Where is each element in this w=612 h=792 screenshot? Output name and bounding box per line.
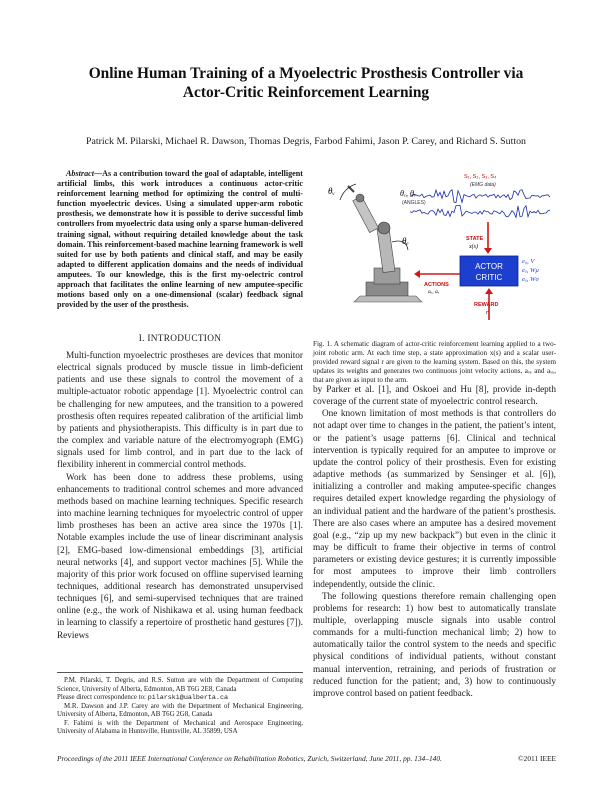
actions-sub: aₑ, aᵥ xyxy=(428,289,440,295)
output-mu-weights: eₐ, Wμ xyxy=(522,267,539,274)
title-line-1: Online Human Training of a Myoelectric Prosthesis Controller via xyxy=(88,65,524,82)
reward-arrowhead xyxy=(485,288,493,294)
intro-paragraph: Multi-function myoelectric prostheses are devices that monitor electrical signals produced by muscle tissue in limb-deficient patients and use these signals to control the movement of a multiple-actuator robotic appendage [1]. Myoelectric control can be challenging for new amputees, and the transition to a powered prosthesis often requires repeated calibration of the artificial limb by patients and physiotherapists. This difficulty is in part due to the complex and variable nature of the electromyograph (EMG) signals used for limb control, and in part due to the lack of flexibility inherent in commercial control methods. xyxy=(57,351,303,471)
intro-paragraph: Work has been done to address these problems, using enhancements to traditional control schemes and more advanced methods based on machine learning techniques. Specific research into machine learning techniques for myoelectric control of upper limb prostheses has been an active area since the 1970s [1]. Notable examples include the use of linear discriminant analysis [2], EMG-based low-dimensional embeddings [3], artificial neural networks [4], and support vector machines [5]. While the majority of this prior work focused on offline supervised learning techniques, additional research has demonstrated unsupervised techniques [6], and semi-supervised techniques that are trained online (e.g., the work of Nishikawa et al. using human feedback in learning to classify a repertoire of prosthetic hand gestures [7]). Reviews xyxy=(57,472,303,641)
actions-arrowhead xyxy=(414,270,420,278)
reward-label: REWARD xyxy=(474,302,499,308)
output-sigma-weights: eₐ, Wσ xyxy=(522,276,539,283)
actions-label: ACTIONS xyxy=(424,282,449,288)
contact-email-link[interactable]: pilarski@ualberta.ca xyxy=(147,694,228,703)
angles-sub: (ANGLES) xyxy=(402,200,426,206)
body-paragraph: by Parker et al. [1], and Oskoei and Hu [8], provide in-depth coverage of the current state of myoelectric control research. xyxy=(313,385,556,408)
copyright-notice: ©2011 IEEE xyxy=(518,754,556,763)
state-arrowhead xyxy=(484,248,492,254)
angles-label: θₑ, θᵥ xyxy=(400,189,417,198)
reward-sub: r xyxy=(486,310,489,316)
body-paragraph: One known limitation of most methods is that controllers do not adapt over time to changes in the patient, the patient’s intent, or the patient’s usage patterns [6]. Clinical and technical intervention is typically required for an amputee to improve or update the control policy of their prosthesis. Even for existing adaptive methods (as summarized by Sensinger et al. [6]), initializing a controller and making amputee-specific changes requires detailed expert knowledge regarding the physiology of an individual patient and the hardware of the patient’s prosthesis. There are also cases where an amputee has a desired movement goal (e.g., “zip up my new backpack”) but even in the clinic it may be difficult to frame their objective in terms of control parameters or existing device gestures; it is currently impossible for most amputees to improve their limb controllers independently, outside the clinic. xyxy=(313,409,556,590)
footnote: P.M. Pilarski, T. Degris, and R.S. Sutton are with the Department of Computing Science, University of Alberta, Edmonton, AB T6G 2E8, Canada xyxy=(57,677,303,693)
footnote-contact xyxy=(57,694,303,703)
author-list: Patrick M. Pilarski, Michael R. Dawson, Thomas Degris, Farbod Fahimi, Jason P. Carey, and Richard S. Sutton xyxy=(86,136,526,147)
diagram-svg xyxy=(314,170,554,335)
figure-actor-critic-diagram xyxy=(314,170,554,335)
output-value: e₀, V xyxy=(522,258,535,265)
section-heading-introduction: I. INTRODUCTION xyxy=(138,334,222,344)
footnote: F. Fahimi is with the Department of Mechanical and Aerospace Engineering, University of Alabama in Huntsville, Huntsville, AL 35899, USA xyxy=(57,719,303,736)
emg-signals-sub: (EMG data) xyxy=(470,182,496,188)
affiliation-footnotes xyxy=(57,672,303,737)
proceedings-citation: Proceedings of the 2011 IEEE International Conference on Rehabilitation Robotics, Zurich, Switzerland, June 2011, pp. 134–140. xyxy=(57,754,442,763)
actor-critic-line2: CRITIC xyxy=(475,273,503,282)
actor-critic-line1: ACTOR xyxy=(475,262,503,271)
emg-signals-label: S₁, S₂, S₃, S₄ xyxy=(464,174,497,180)
theta-e-label: θₑ xyxy=(402,236,409,246)
introduction-body xyxy=(57,350,303,642)
state-label: STATE xyxy=(466,236,484,242)
figure-caption: Fig. 1. A schematic diagram of actor-critic reinforcement learning applied to a two-joint robotic arm. At each time step, a state approximation x(s) and a scalar user-provided reward signal r are given to the learning system. Based on this, the system updates its weights and generates two continuous joint velocity actions, aᵥₑ and aᵥₒ, that are given as input to the arm. xyxy=(313,340,556,384)
body-paragraph: The following questions therefore remain challenging open problems for research: 1) how best to automatically translate multiple, overlapping muscle signals into usable control commands for a multi-function mechanical limb; 2) how to automatically tailor the control system to the needs and specific physical conditions of individual patients, without constant manual intervention, retraining, and periods of frustration or reduced function for the patient; and, 3) how to continuously improve control based on patient feedback. xyxy=(313,591,556,699)
abstract xyxy=(57,169,303,310)
page-footer xyxy=(57,754,556,763)
right-column-body xyxy=(313,384,556,700)
emg-signal-traces xyxy=(410,190,550,218)
theta-w-label: θᵥ xyxy=(328,186,335,196)
abstract-lead: Abstract xyxy=(66,169,94,178)
abstract-text: —As a contribution toward the goal of adaptable, intelligent artificial limbs, this work introduces a continuous actor-critic reinforcement learning method for optimizing the control of multi-function myoelectric devices. Using a simulated upper-arm robotic prosthesis, we demonstrate how it is possible to derive successful limb controllers from myoelectric data using only a sparse human-delivered training signal, without requiring detailed knowledge about the task domain. This reinforcement-based machine learning framework is well suited for use by both patients and clinical staff, and may be easily adapted to different application domains and the needs of individual amputees. To our knowledge, this is the first my-oelectric control approach that facilitates the online learning of new amputee-specific motions based only on a one-dimensional (scalar) feedback signal provided by the user of the prosthesis. xyxy=(57,169,303,310)
footnote: M.R. Dawson and J.P. Carey are with the Department of Mechanical Engineering, University of Alberta, Edmonton, AB T6G 2G8, Canada xyxy=(57,702,303,719)
contact-prefix: Please direct correspondence to: xyxy=(57,694,148,702)
paper-title xyxy=(40,64,572,102)
state-sub: x(s) xyxy=(469,244,478,250)
title-line-2: Actor-Critic Reinforcement Learning xyxy=(182,84,430,101)
